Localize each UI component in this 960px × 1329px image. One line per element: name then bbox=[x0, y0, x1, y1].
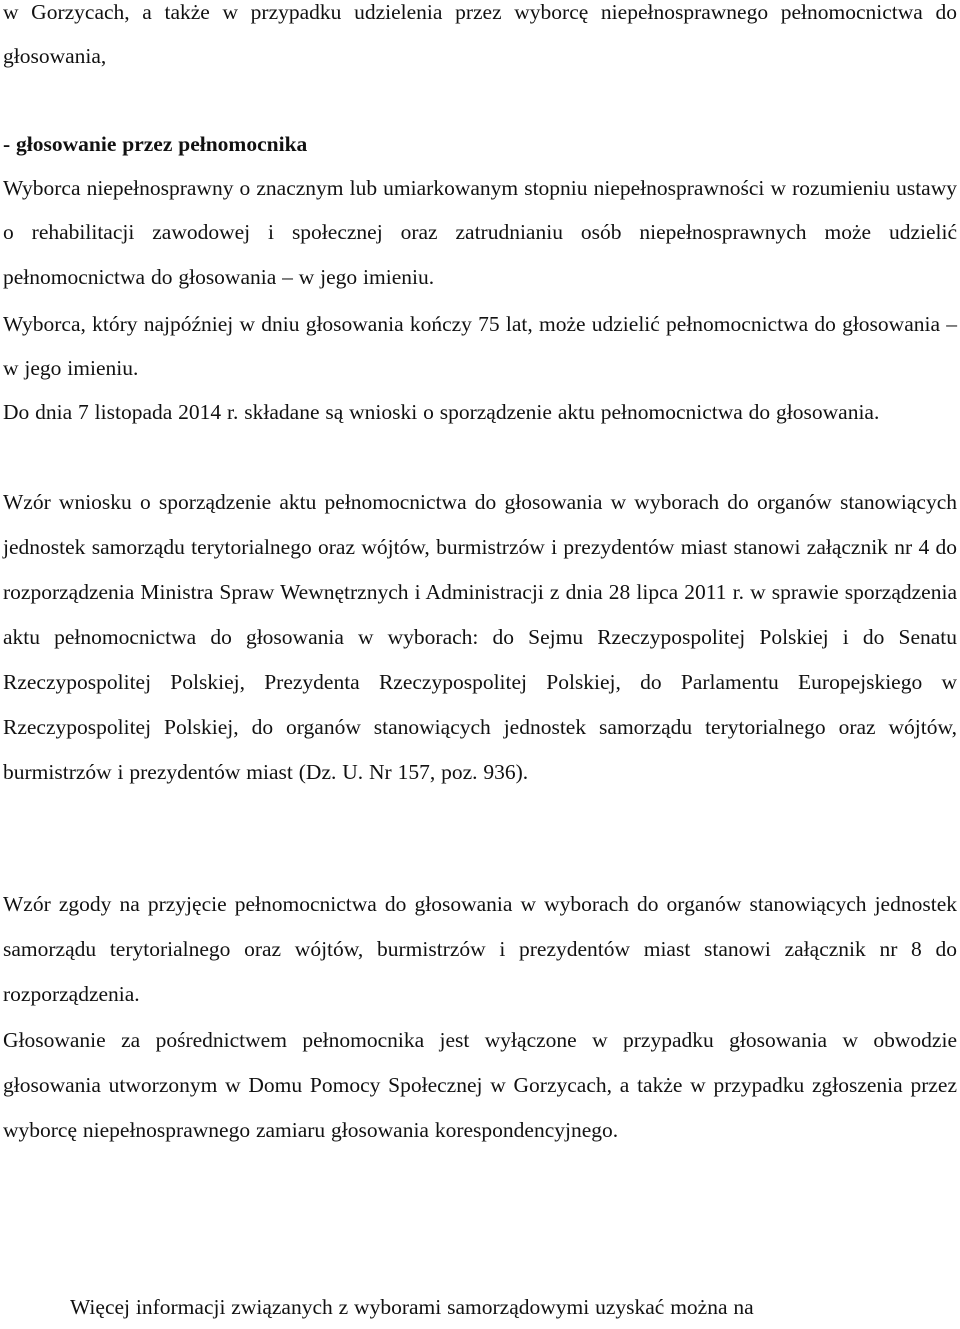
template-paragraph: Wzór wniosku o sporządzenie aktu pełnomocnictwa do głosowania w wyborach do organów stanowiących jednostek samorządu terytorialnego oraz wójtów, burmistrzów i prezydentów miast stanowi załącznik nr 4 do rozporządzenia Ministra Spraw Wewnętrznych i Administracji z dnia 28 lipca 2011 r. w sprawie sporządzenia aktu pełnomocnictwa do głosowania w wyborach: do Sejmu Rzeczypospolitej Polskiej i do Senatu Rzeczypospolitej Polskiej, Prezydenta Rzeczypospolitej Polskiej, do Parlamentu Europejskiego w Rzeczypospolitej Polskiej, do organów stanowiących jednostek samorządu terytorialnego oraz wójtów, burmistrzów i prezydentów miast (Dz. U. Nr 157, poz. 936). bbox=[3, 490, 957, 784]
exclusion-paragraph: Głosowanie za pośrednictwem pełnomocnika jest wyłączone w przypadku głosowania w obwodzie głosowania utworzonym w Domu Pomocy Społecznej w Gorzycach, a także w przypadku zgłoszenia przez wyborcę niepełnosprawnego zamiaru głosowania korespondencyjnego. bbox=[3, 1028, 957, 1142]
section-heading: - głosowanie przez pełnomocnika bbox=[3, 132, 308, 156]
consent-paragraph: Wzór zgody na przyjęcie pełnomocnictwa do głosowania w wyborach do organów stanowiących jednostek samorządu terytorialnego oraz wójtów, burmistrzów i prezydentów miast stanowi załącznik nr 8 do rozporządzenia. bbox=[3, 892, 957, 1006]
intro-paragraph: w Gorzycach, a także w przypadku udzielenia przez wyborcę niepełnosprawnego pełnomocnictwa do głosowania, bbox=[3, 0, 957, 69]
disabled-voter-paragraph: Wyborca niepełnosprawny o znacznym lub umiarkowanym stopniu niepełnosprawności w rozumieniu ustawy o rehabilitacji zawodowej i społecznej oraz zatrudnianiu osób niepełnosprawnych może udzielić pełnomocnictwa do głosowania – w jego imieniu. bbox=[3, 176, 957, 289]
deadline-paragraph: Do dnia 7 listopada 2014 r. składane są wnioski o sporządzenie aktu pełnomocnictwa do głosowania. bbox=[3, 400, 880, 424]
age-voter-paragraph: Wyborca, który najpóźniej w dniu głosowania kończy 75 lat, może udzielić pełnomocnictwa do głosowania – w jego imieniu. bbox=[3, 312, 957, 381]
more-info-line: Więcej informacji związanych z wyborami samorządowymi uzyskać można na bbox=[70, 1295, 754, 1319]
